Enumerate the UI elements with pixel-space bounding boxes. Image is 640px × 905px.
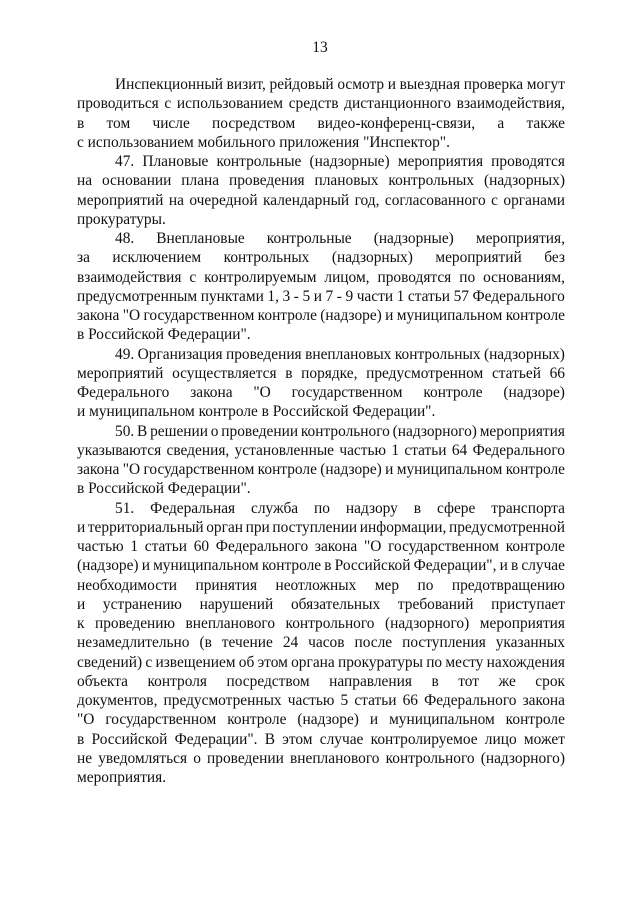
- text-line: и устранению нарушений обязательных требований приступает: [77, 595, 565, 613]
- text-line: мероприятий осуществляется в порядке, предусмотренном статьей 66: [77, 364, 565, 382]
- text-line: с использованием мобильного приложения "Инспектор".: [77, 133, 450, 151]
- text-line: не уведомляться о проведении внепланового контрольного (надзорного): [77, 749, 565, 767]
- text-line: 50. В решении о проведении контрольного (надзорного) мероприятия: [115, 422, 565, 440]
- text-line: за исключением контрольных (надзорных) мероприятий без: [77, 249, 565, 267]
- text-line: к проведению внепланового контрольного (надзорного) мероприятия: [77, 615, 565, 632]
- text-line: Инспекционный визит, рейдовый осмотр и выездная проверка могут: [115, 76, 565, 93]
- text-line: "О государственном контроле (надзоре) и муниципальном контроле: [77, 711, 565, 729]
- text-line: взаимодействия с контролируемым лицом, проводятся по основаниям,: [77, 268, 565, 286]
- text-line: мероприятия.: [77, 769, 167, 786]
- text-line: в Российской Федерации".: [77, 326, 251, 344]
- text-line: объекта контроля посредством направления в тот же срок: [77, 672, 565, 690]
- document-body: [77, 75, 565, 787]
- text-line: в Российской Федерации". В этом случае контролируемое лицо может: [77, 730, 565, 748]
- text-line: частью 1 статьи 60 Федерального закона "О государственном контроле: [77, 538, 565, 555]
- text-line: 49. Организация проведения внеплановых контрольных (надзорных): [115, 345, 565, 363]
- text-line: 48. Внеплановые контрольные (надзорные) мероприятия,: [115, 230, 565, 247]
- text-line: на основании плана проведения плановых контрольных (надзорных): [77, 172, 565, 190]
- text-line: прокуратуры.: [77, 210, 166, 228]
- text-line: и муниципальном контроле в Российской Федерации".: [77, 403, 436, 421]
- text-line: необходимости принятия неотложных мер по предотвращению: [77, 576, 565, 594]
- text-line: сведений) с извещением об этом органа прокуратуры по месту нахождения: [77, 653, 565, 671]
- text-line: в том числе посредством видео-конференц-связи, а также: [77, 114, 565, 132]
- text-line: 47. Плановые контрольные (надзорные) мероприятия проводятся: [115, 153, 565, 170]
- text-line: документов, предусмотренных частью 5 статьи 66 Федерального закона: [77, 692, 565, 709]
- text-line: закона "О государственном контроле (надзоре) и муниципальном контроле: [77, 307, 565, 324]
- text-line: незамедлительно (в течение 24 часов после поступления указанных: [77, 634, 565, 652]
- text-line: 51. Федеральная служба по надзору в сфере транспорта: [115, 499, 565, 517]
- text-line: мероприятий на очередной календарный год, согласованного с органами: [77, 191, 565, 209]
- text-line: в Российской Федерации".: [77, 480, 251, 498]
- text-line: Федерального закона "О государственном контроле (надзоре): [77, 384, 565, 401]
- page-number: 13: [312, 39, 328, 56]
- text-line: указываются сведения, установленные частью 1 статьи 64 Федерального: [77, 441, 565, 459]
- text-line: закона "О государственном контроле (надзоре) и муниципальном контроле: [77, 461, 565, 478]
- text-line: предусмотренным пунктами 1, 3 - 5 и 7 - 9 части 1 статьи 57 Федерального: [77, 287, 565, 305]
- text-line: и территориальный орган при поступлении информации, предусмотренной: [77, 518, 565, 536]
- text-line: (надзоре) и муниципальном контроле в Российской Федерации", и в случае: [77, 557, 565, 575]
- text-line: проводиться с использованием средств дистанционного взаимодействия,: [77, 95, 565, 113]
